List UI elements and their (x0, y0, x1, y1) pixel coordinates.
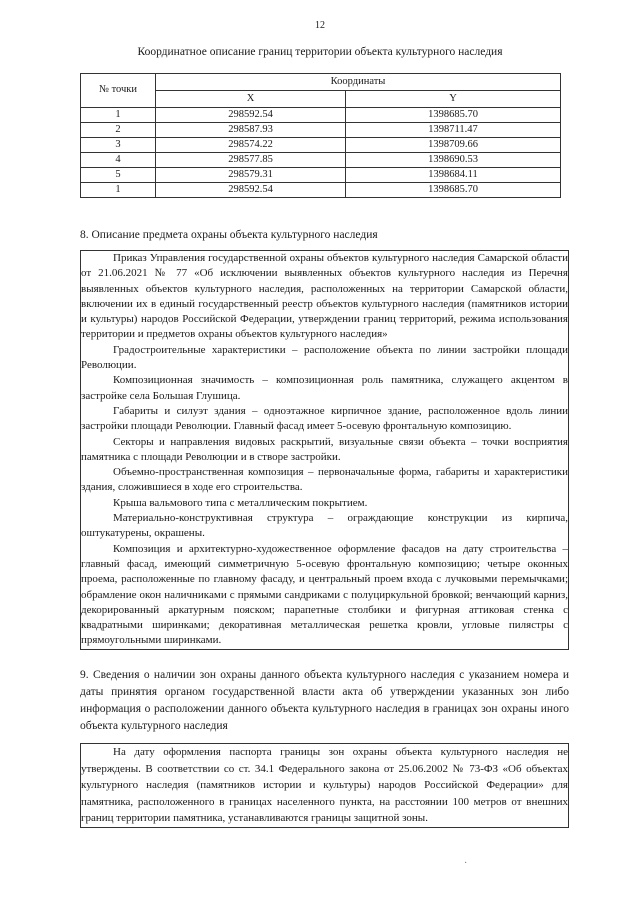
section-8-heading: 8. Описание предмета охраны объекта культурного наследия (80, 229, 378, 241)
paragraph: Градостроительные характеристики – расположение объекта по линии застройки площади Революции. (81, 343, 568, 372)
table-row (81, 153, 561, 168)
table-row (81, 123, 561, 138)
footer-mark: · (464, 858, 468, 869)
y-value: 1398684.11 (346, 168, 561, 183)
y-value: 1398690.53 (346, 153, 561, 168)
coords-title: Координатное описание границ территории объекта культурного наследия (137, 46, 503, 58)
x-value: 298579.31 (156, 168, 346, 183)
y-value: 1398709.66 (346, 138, 561, 153)
point-number: 1 (81, 183, 156, 198)
x-value: 298592.54 (156, 108, 346, 123)
table-row (81, 138, 561, 153)
table-row (81, 183, 561, 198)
paragraph: Габариты и силуэт здания – одноэтажное кирпичное здание, расположенное вдоль линии застройки площади Революции. Главный фасад имеет 5-осевую фронтальную композицию. (81, 404, 568, 433)
paragraph: Объемно-пространственная композиция – первоначальные форма, габариты и характеристики здания, сложившиеся в ходе его строительства. (81, 466, 568, 494)
paragraph: Материально-конструктивная структура – ограждающие конструкции из кирпича, оштукатурены, окрашены. (81, 512, 568, 540)
paragraph: Приказ Управления государственной охраны объектов культурного наследия Самарской области от 21.06.2021 № 77 «Об исключении выявленных объектов культурного наследия из Перечня выявленных объектов культурного наследия, расположенных на территории Самарской области, включении их в единый государственный реестр объектов культурного наследия (памятников истории и культуры) народов Российской Федерации, утверждении границ территорий, режима использования территории и предметов охраны объектов культурного наследия» (81, 252, 568, 341)
section-9-box (80, 743, 569, 828)
x-value: 298592.54 (156, 183, 346, 198)
point-number: 1 (81, 108, 156, 123)
point-number: 2 (81, 123, 156, 138)
y-value: 1398685.70 (346, 108, 561, 123)
x-value: 298574.22 (156, 138, 346, 153)
section-9-heading: 9. Сведения о наличии зон охраны данного объекта культурного наследия с указанием номера и даты принятия органом государственной власти акта об утверждении указанных зон либо информация о расположении данного объекта культурного наследия в границах зон охраны иного объекта культурного наследия (80, 669, 569, 732)
table-row (81, 108, 561, 123)
paragraph: Крыша вальмового типа с металлическим покрытием. (113, 496, 368, 509)
point-number: 5 (81, 168, 156, 183)
table-row (81, 168, 561, 183)
y-value: 1398711.47 (346, 123, 561, 138)
header-point-number: № точки (81, 74, 156, 108)
paragraph: На дату оформления паспорта границы зон охраны объекта культурного наследия не утверждены. В соответствии со ст. 34.1 Федерального закона от 25.06.2002 № 73-ФЗ «Об объектах культурного наследия (памятников истории и культуры) народов Российской Федерации» для памятника, расположенного в границах населенного пункта, на расстоянии 100 метров от внешних границ территории памятника, устанавливаются границы защитной зоны. (81, 746, 568, 824)
header-y: Y (346, 91, 561, 108)
x-value: 298587.93 (156, 123, 346, 138)
point-number: 3 (81, 138, 156, 153)
header-coordinates: Координаты (156, 74, 561, 91)
y-value: 1398685.70 (346, 183, 561, 198)
point-number: 4 (81, 153, 156, 168)
header-x: X (156, 91, 346, 108)
paragraph: Композиция и архитектурно-художественное оформление фасадов на дату строительства – главный фасад, имеющий симметричную 5-осевую фронтальную композицию; четыре оконных проема, расположенные по главному фасаду, и центральный проем входа с лучковыми перемычками; обрамление окон наличниками с прямыми сандриками с полуциркульной бровкой; венчающий карниз, декорированный аркатурным пояском; парапетные столбики и фигурная аттиковая стенка с квадратными ширинками; декоративная металлическая решетка кровли, угловые пилястры с прямоугольными ширинками. (81, 542, 568, 647)
paragraph: Секторы и направления видовых раскрытий, визуальные связи объекта – точки восприятия памятника с площади Революции и в створе застройки. (81, 435, 568, 463)
page-number: 12 (315, 20, 325, 31)
paragraph: Композиционная значимость – композиционная роль памятника, служащего акцентом в застройке села Большая Глушица. (81, 374, 568, 402)
section-8-box (80, 250, 569, 650)
coordinates-table (80, 73, 561, 198)
x-value: 298577.85 (156, 153, 346, 168)
